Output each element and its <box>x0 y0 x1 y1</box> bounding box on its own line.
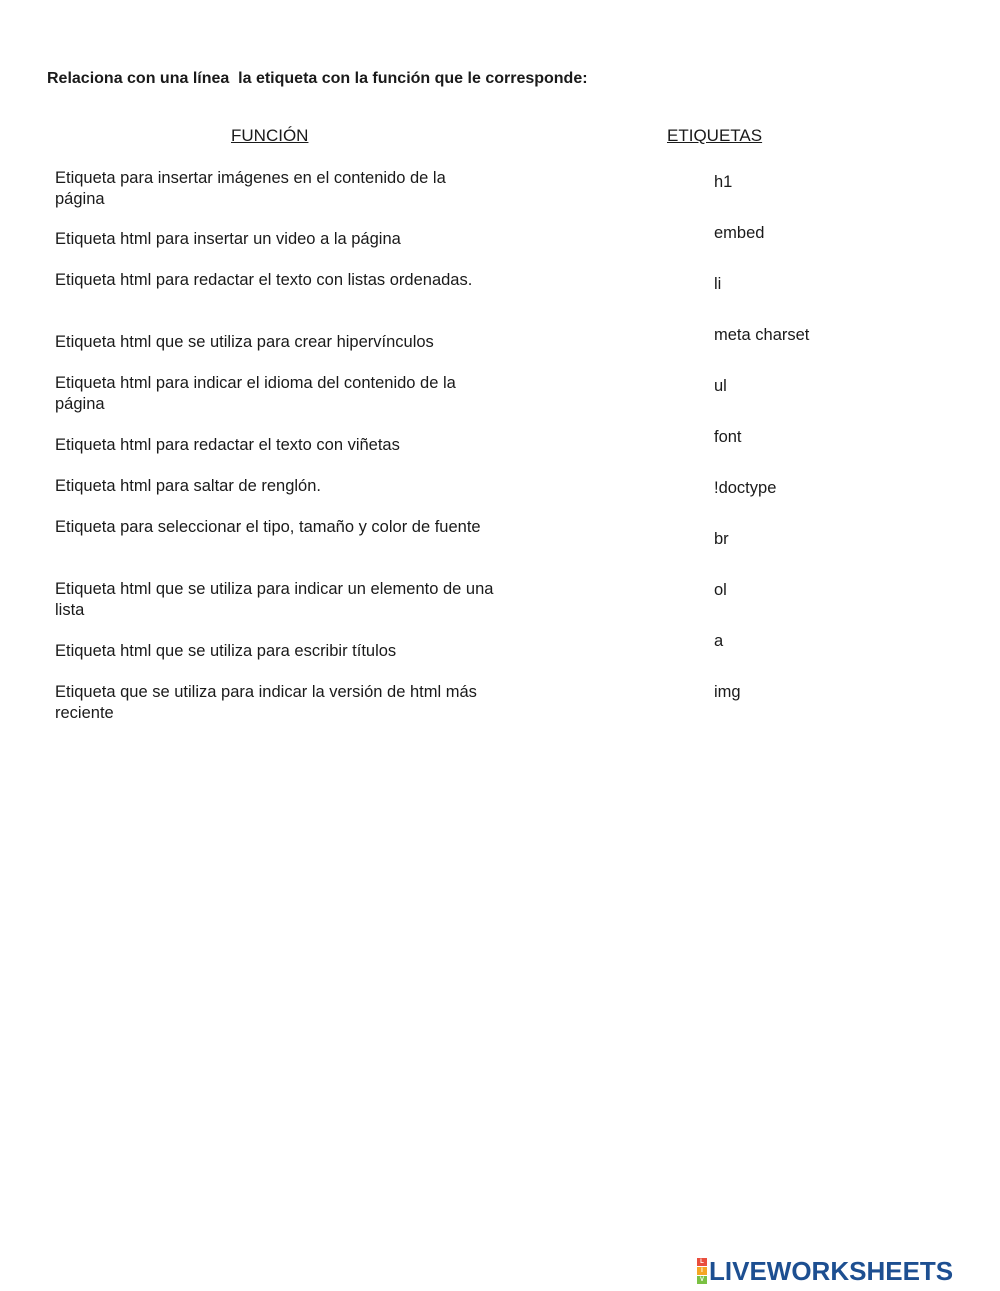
tag-item[interactable]: meta charset <box>714 326 810 344</box>
logo-text: LIVEWORKSHEETS <box>709 1255 954 1286</box>
function-item: Etiqueta html para insertar un video a la página <box>55 230 401 248</box>
tag-item[interactable]: !doctype <box>714 479 777 497</box>
logo-mark-letter: I <box>697 1267 707 1275</box>
function-item: Etiqueta para insertar imágenes en el contenido de la página <box>55 169 446 208</box>
tag-item[interactable]: h1 <box>714 173 733 191</box>
function-item: Etiqueta para seleccionar el tipo, tamaño y color de fuente <box>55 518 481 536</box>
logo-mark-letter: V <box>697 1276 707 1284</box>
function-item: Etiqueta html que se utiliza para indicar un elemento de una lista <box>55 580 494 619</box>
function-item: Etiqueta html que se utiliza para escribir títulos <box>55 642 397 660</box>
header-funcion: FUNCIÓN <box>231 126 309 145</box>
tag-item[interactable]: li <box>714 275 722 293</box>
tag-item[interactable]: embed <box>714 224 765 242</box>
function-item: Etiqueta que se utiliza para indicar la versión de html más reciente <box>55 683 477 722</box>
tag-item[interactable]: font <box>714 428 742 446</box>
function-item: Etiqueta html para redactar el texto con listas ordenadas. <box>55 271 473 289</box>
tag-item[interactable]: a <box>714 632 724 650</box>
logo-mark-letter: L <box>697 1258 707 1266</box>
function-item: Etiqueta html para indicar el idioma del contenido de la página <box>55 374 456 413</box>
liveworksheets-logo <box>697 1256 953 1286</box>
logo-mark-icon <box>697 1258 707 1285</box>
tag-item[interactable]: ul <box>714 377 727 395</box>
instruction-text: Relaciona con una línea la etiqueta con la función que le corresponde: <box>47 70 588 87</box>
tag-item[interactable]: img <box>714 683 741 701</box>
function-item: Etiqueta html que se utiliza para crear hipervínculos <box>55 333 434 351</box>
header-etiquetas: ETIQUETAS <box>667 126 763 145</box>
function-item: Etiqueta html para saltar de renglón. <box>55 477 321 495</box>
function-item: Etiqueta html para redactar el texto con viñetas <box>55 436 400 454</box>
tag-item[interactable]: br <box>714 530 729 548</box>
tag-item[interactable]: ol <box>714 581 727 599</box>
